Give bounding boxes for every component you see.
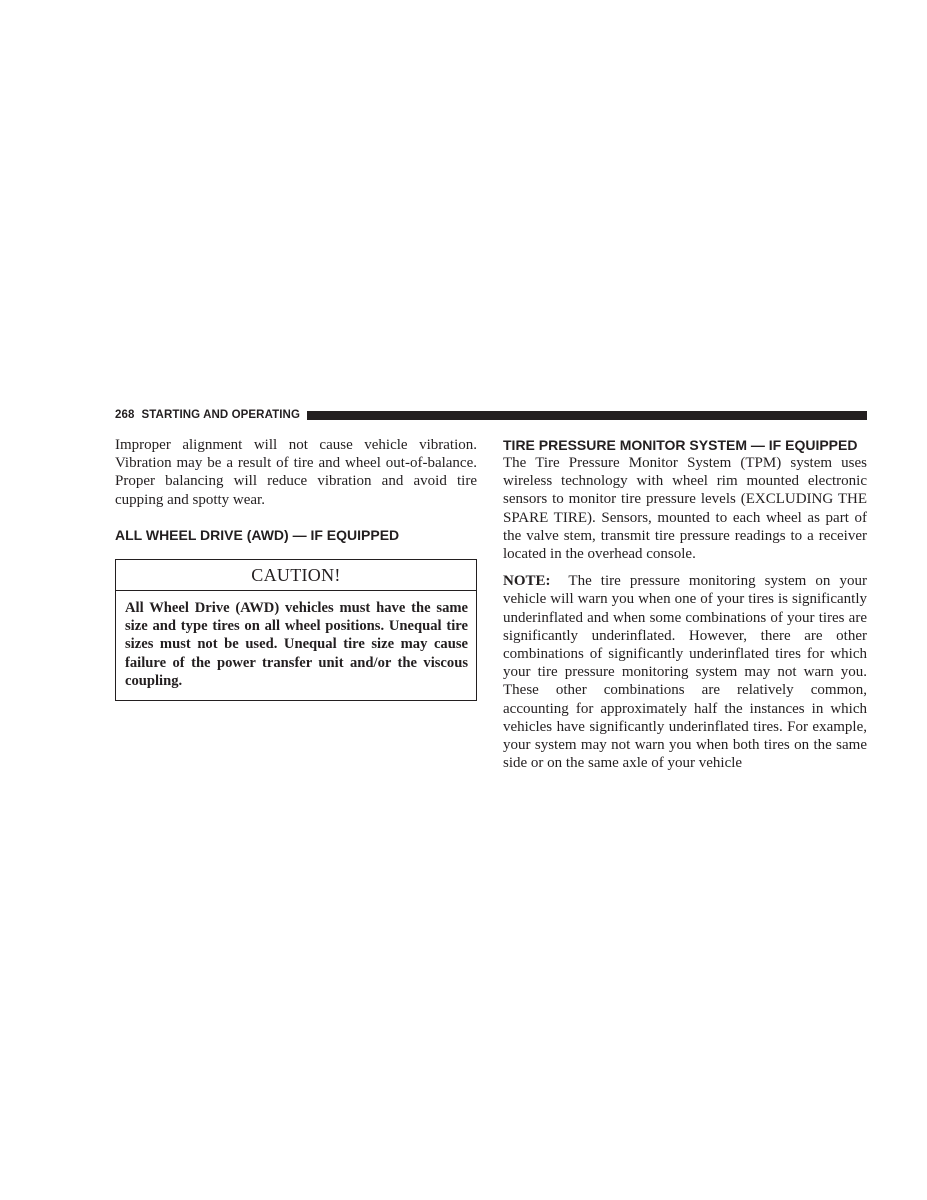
caution-body: All Wheel Drive (AWD) vehicles must have the same size and type tires on all wheel positions. Unequal tire sizes must not be used. Unequal tire size may cause failure of the power transfer unit and/or the viscous coupling. [125, 599, 468, 689]
caution-title: CAUTION! [116, 560, 476, 591]
note-label: NOTE: [503, 573, 551, 590]
awd-heading: ALL WHEEL DRIVE (AWD) — IF EQUIPPED [115, 526, 400, 543]
tpm-paragraph: The Tire Pressure Monitor System (TPM) system uses wireless technology with wheel rim mounted electronic sensors to monitor tire pressure levels (EXCLUDING THE SPARE TIRE). Sensors, mounted to each wheel as part of the valve stem, transmit tire pressure readings to a receiver located in the overhead console. [503, 455, 867, 563]
alignment-paragraph: Improper alignment will not cause vehicle vibration. Vibration may be a result of tire and wheel out-of-balance. Proper balancing will reduce vibration and avoid tire cupping and spotty wear. [115, 437, 477, 508]
left-column [115, 436, 477, 701]
right-column [503, 436, 867, 772]
note-text: The tire pressure monitoring system on your vehicle will warn you when one of your tires is significantly underinflated and when some combinations of your tires are significantly underinflated. However, there are other combinations of significantly underinflated tires for which your tire pressure monitoring system may not warn you. These other combinations are relatively common, accounting for approximately half the instances in which vehicles have significantly underinflated tires. For example, your system may not warn you when both tires on the same side or on the same axle of your vehicle [503, 573, 867, 772]
page-header [115, 408, 867, 422]
note-paragraph [503, 572, 867, 772]
page-number: 268 [115, 409, 135, 421]
section-title: STARTING AND OPERATING [141, 409, 301, 421]
header-rule [307, 411, 867, 420]
tpm-heading: TIRE PRESSURE MONITOR SYSTEM — IF EQUIPPED [503, 437, 858, 453]
caution-box [115, 559, 477, 701]
